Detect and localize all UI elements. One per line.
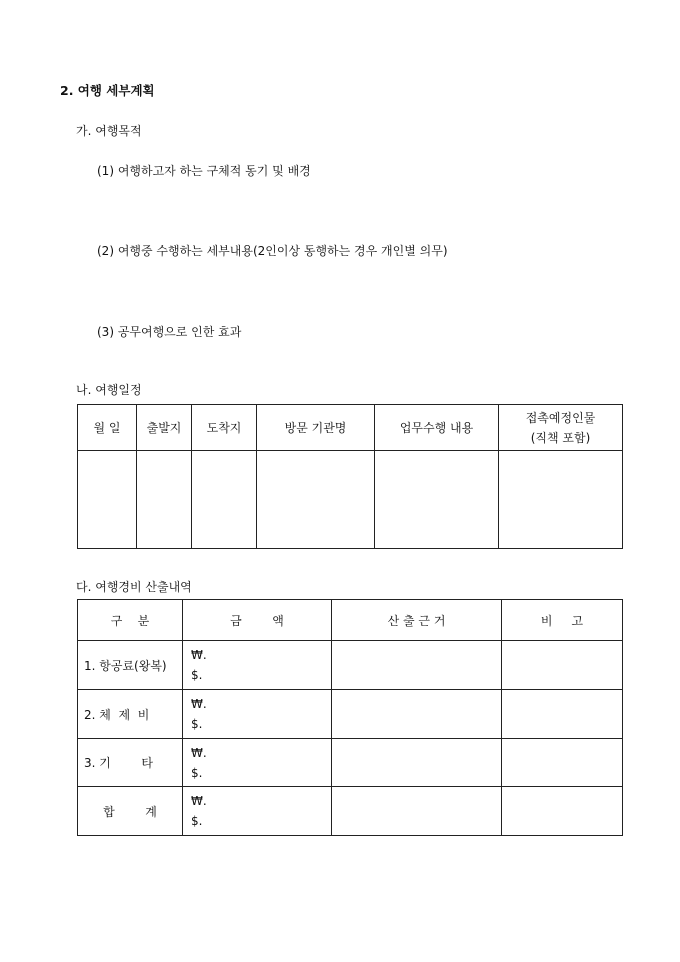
cell[interactable] [78, 451, 137, 549]
amount-cell[interactable] [183, 641, 332, 690]
amount-cell[interactable] [183, 739, 332, 787]
cell[interactable] [137, 451, 192, 549]
col-basis: 산 출 근 거 [332, 600, 502, 641]
col-institution: 방문 기관명 [257, 405, 375, 451]
col-arrival: 도착지 [192, 405, 257, 451]
schedule-blank-row [78, 451, 623, 549]
expense-row-total [78, 787, 623, 836]
purpose-heading: 가. 여행목적 [76, 124, 142, 138]
purpose-item-3: (3) 공무여행으로 인한 효과 [97, 325, 242, 339]
row-label: 2. 체 제 비 [78, 690, 183, 739]
expenses-table [77, 599, 623, 836]
won-amount: ₩. [191, 697, 207, 711]
purpose-item-1: (1) 여행하고자 하는 구체적 동기 및 배경 [97, 164, 311, 178]
cell[interactable] [257, 451, 375, 549]
col-amount: 금 액 [183, 600, 332, 641]
col-departure: 출발지 [137, 405, 192, 451]
amount-cell[interactable] [183, 690, 332, 739]
usd-amount: $. [191, 814, 203, 828]
basis-cell[interactable] [332, 787, 502, 836]
usd-amount: $. [191, 717, 203, 731]
cell[interactable] [499, 451, 623, 549]
cell[interactable] [192, 451, 257, 549]
col-task: 업무수행 내용 [375, 405, 499, 451]
remarks-cell[interactable] [502, 641, 623, 690]
expense-row-stay [78, 690, 623, 739]
basis-cell[interactable] [332, 641, 502, 690]
expenses-heading: 다. 여행경비 산출내역 [76, 580, 192, 594]
usd-amount: $. [191, 765, 203, 780]
basis-cell[interactable] [332, 690, 502, 739]
remarks-cell[interactable] [502, 787, 623, 836]
expense-row-airfare [78, 641, 623, 690]
schedule-header-row [78, 405, 623, 451]
col-contact [499, 405, 623, 451]
section-title: 2. 여행 세부계획 [60, 83, 155, 98]
col-date: 월 일 [78, 405, 137, 451]
amount-cell[interactable] [183, 787, 332, 836]
row-label: 1. 항공료(왕복) [78, 641, 183, 690]
purpose-item-2: (2) 여행중 수행하는 세부내용(2인이상 동행하는 경우 개인별 의무) [97, 244, 448, 258]
row-label: 3. 기 타 [78, 739, 183, 787]
basis-cell[interactable] [332, 739, 502, 787]
col-category: 구 분 [78, 600, 183, 641]
expense-row-other [78, 739, 623, 787]
row-label: 합 계 [78, 787, 183, 836]
expenses-header-row [78, 600, 623, 641]
remarks-cell[interactable] [502, 739, 623, 787]
cell[interactable] [375, 451, 499, 549]
schedule-heading: 나. 여행일정 [76, 383, 142, 397]
col-contact-line1: 접촉예정인물 [525, 410, 596, 425]
won-amount: ₩. [191, 745, 207, 760]
schedule-table [77, 404, 623, 549]
won-amount: ₩. [191, 794, 207, 808]
remarks-cell[interactable] [502, 690, 623, 739]
col-contact-line2: (직책 포함) [530, 430, 591, 445]
col-remarks: 비 고 [502, 600, 623, 641]
usd-amount: $. [191, 668, 203, 682]
won-amount: ₩. [191, 648, 207, 662]
